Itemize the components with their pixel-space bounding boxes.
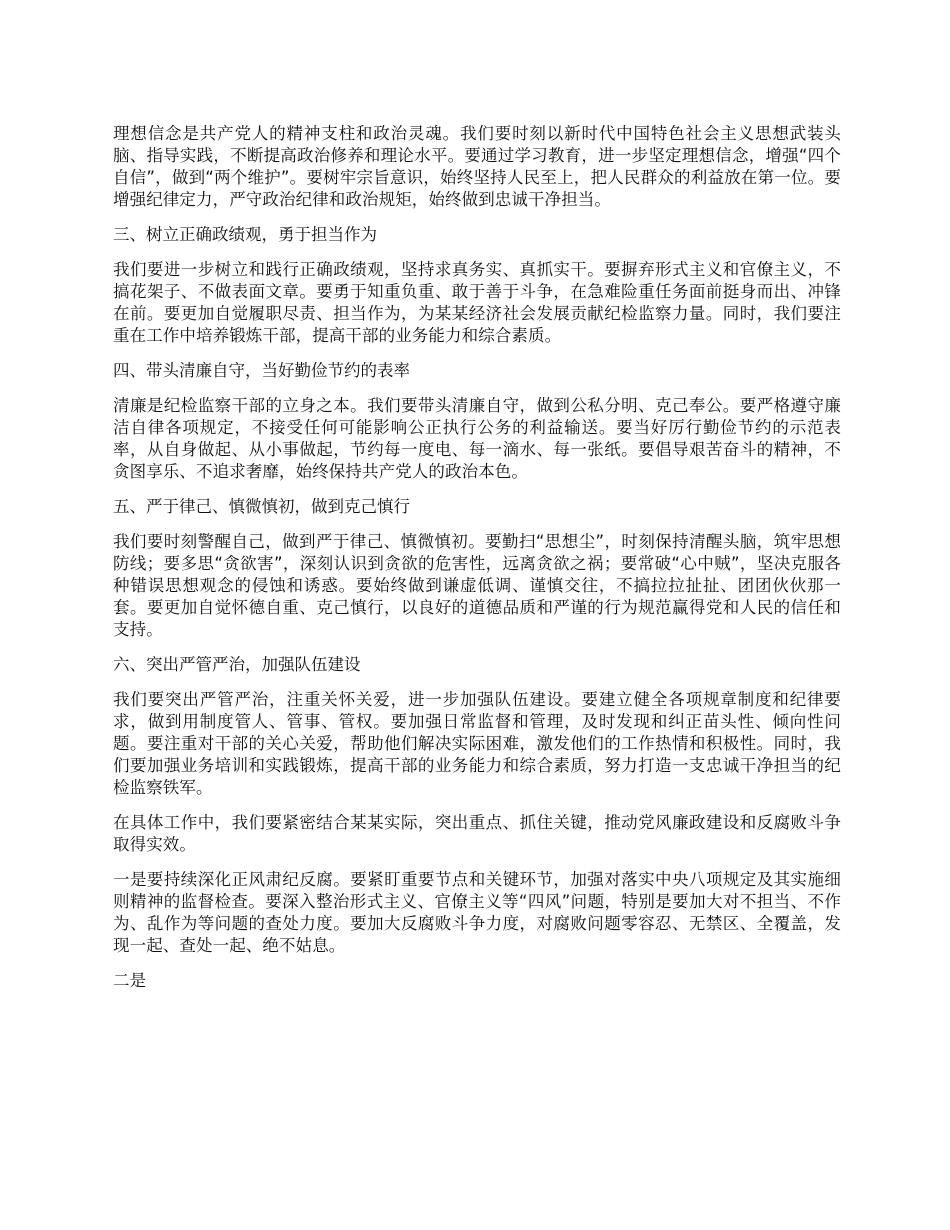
section-heading-6: 六、突出严管严治，加强队伍建设 [113,655,361,674]
paragraph-point-two: 二是 [113,971,147,990]
section-heading-5: 五、严于律己、慎微慎初，做到克己慎行 [113,497,410,516]
section-heading-3: 三、树立正确政绩观，勇于担当作为 [113,225,377,244]
paragraph-team-building: 我们要突出严管严治，注重关怀关爱，进一步加强队伍建设。要建立健全各项规章制度和纪律要求，做到用制度管人、管事、管权。要加强日常监督和管理，及时发现和纠正苗头性、倾向性问题。要注重对干部的关心关爱，帮助他们解决实际困难，激发他们的工作热情和积极性。同时，我们要加强业务培训和实践锻炼，提高干部的业务能力和综合素质，努力打造一支忠诚干净担当的纪检监察铁军。 [113,690,841,797]
paragraph-performance: 我们要进一步树立和践行正确政绩观，坚持求真务实、真抓实干。要摒弃形式主义和官僚主义，不搞花架子、不做表面文章。要勇于知重负重、敢于善于斗争，在急难险重任务面前挺身而出、冲锋在前。要更加自觉履职尽责、担当作为，为某某经济社会发展贡献纪检监察力量。同时，我们要注重在工作中培养锻炼干部，提高干部的业务能力和综合素质。 [113,260,841,345]
paragraph-point-one: 一是要持续深化正风肃纪反腐。要紧盯重要节点和关键环节，加强对落实中央八项规定及其实施细则精神的监督检查。要深入整治形式主义、官僚主义等“四风”问题，特别是要加大对不担当、不作为、乱作为等问题的查处力度。要加大反腐败斗争力度，对腐败问题零容忍、无禁区、全覆盖，发现一起、查处一起、绝不姑息。 [113,870,841,955]
paragraph-self-discipline: 我们要时刻警醒自己，做到严于律己、慎微慎初。要勤扫“思想尘”，时刻保持清醒头脑，筑牢思想防线；要多思“贪欲害”，深刻认识到贪欲的危害性，远离贪欲之祸；要常破“心中贼”，坚决克服各种错误思想观念的侵蚀和诱惑。要始终做到谦虚低调、谨慎交往，不搞拉拉扯扯、团团伙伙那一套。要更加自觉怀德自重、克己慎行，以良好的道德品质和严谨的行为规范赢得党和人民的信任和支持。 [113,532,841,639]
paragraph-integrity: 清廉是纪检监察干部的立身之本。我们要带头清廉自守，做到公私分明、克己奉公。要严格遵守廉洁自律各项规定，不接受任何可能影响公正执行公务的利益输送。要当好厉行勤俭节约的示范表率，从自身做起、从小事做起，节约每一度电、每一滴水、每一张纸。要倡导艰苦奋斗的精神，不贪图享乐、不追求奢靡，始终保持共产党人的政治本色。 [113,396,841,481]
document-body [113,123,841,1005]
section-heading-4: 四、带头清廉自守，当好勤俭节约的表率 [113,361,410,380]
paragraph-concrete-work: 在具体工作中，我们要紧密结合某某实际，突出重点、抓住关键，推动党风廉政建设和反腐败斗争取得实效。 [113,813,841,854]
paragraph-ideals: 理想信念是共产党人的精神支柱和政治灵魂。我们要时刻以新时代中国特色社会主义思想武装头脑、指导实践，不断提高政治修养和理论水平。要通过学习教育，进一步坚定理想信念，增强“四个自信”，做到“两个维护”。要树牢宗旨意识，始终坚持人民至上，把人民群众的利益放在第一位。要增强纪律定力，严守政治纪律和政治规矩，始终做到忠诚干净担当。 [113,124,841,209]
